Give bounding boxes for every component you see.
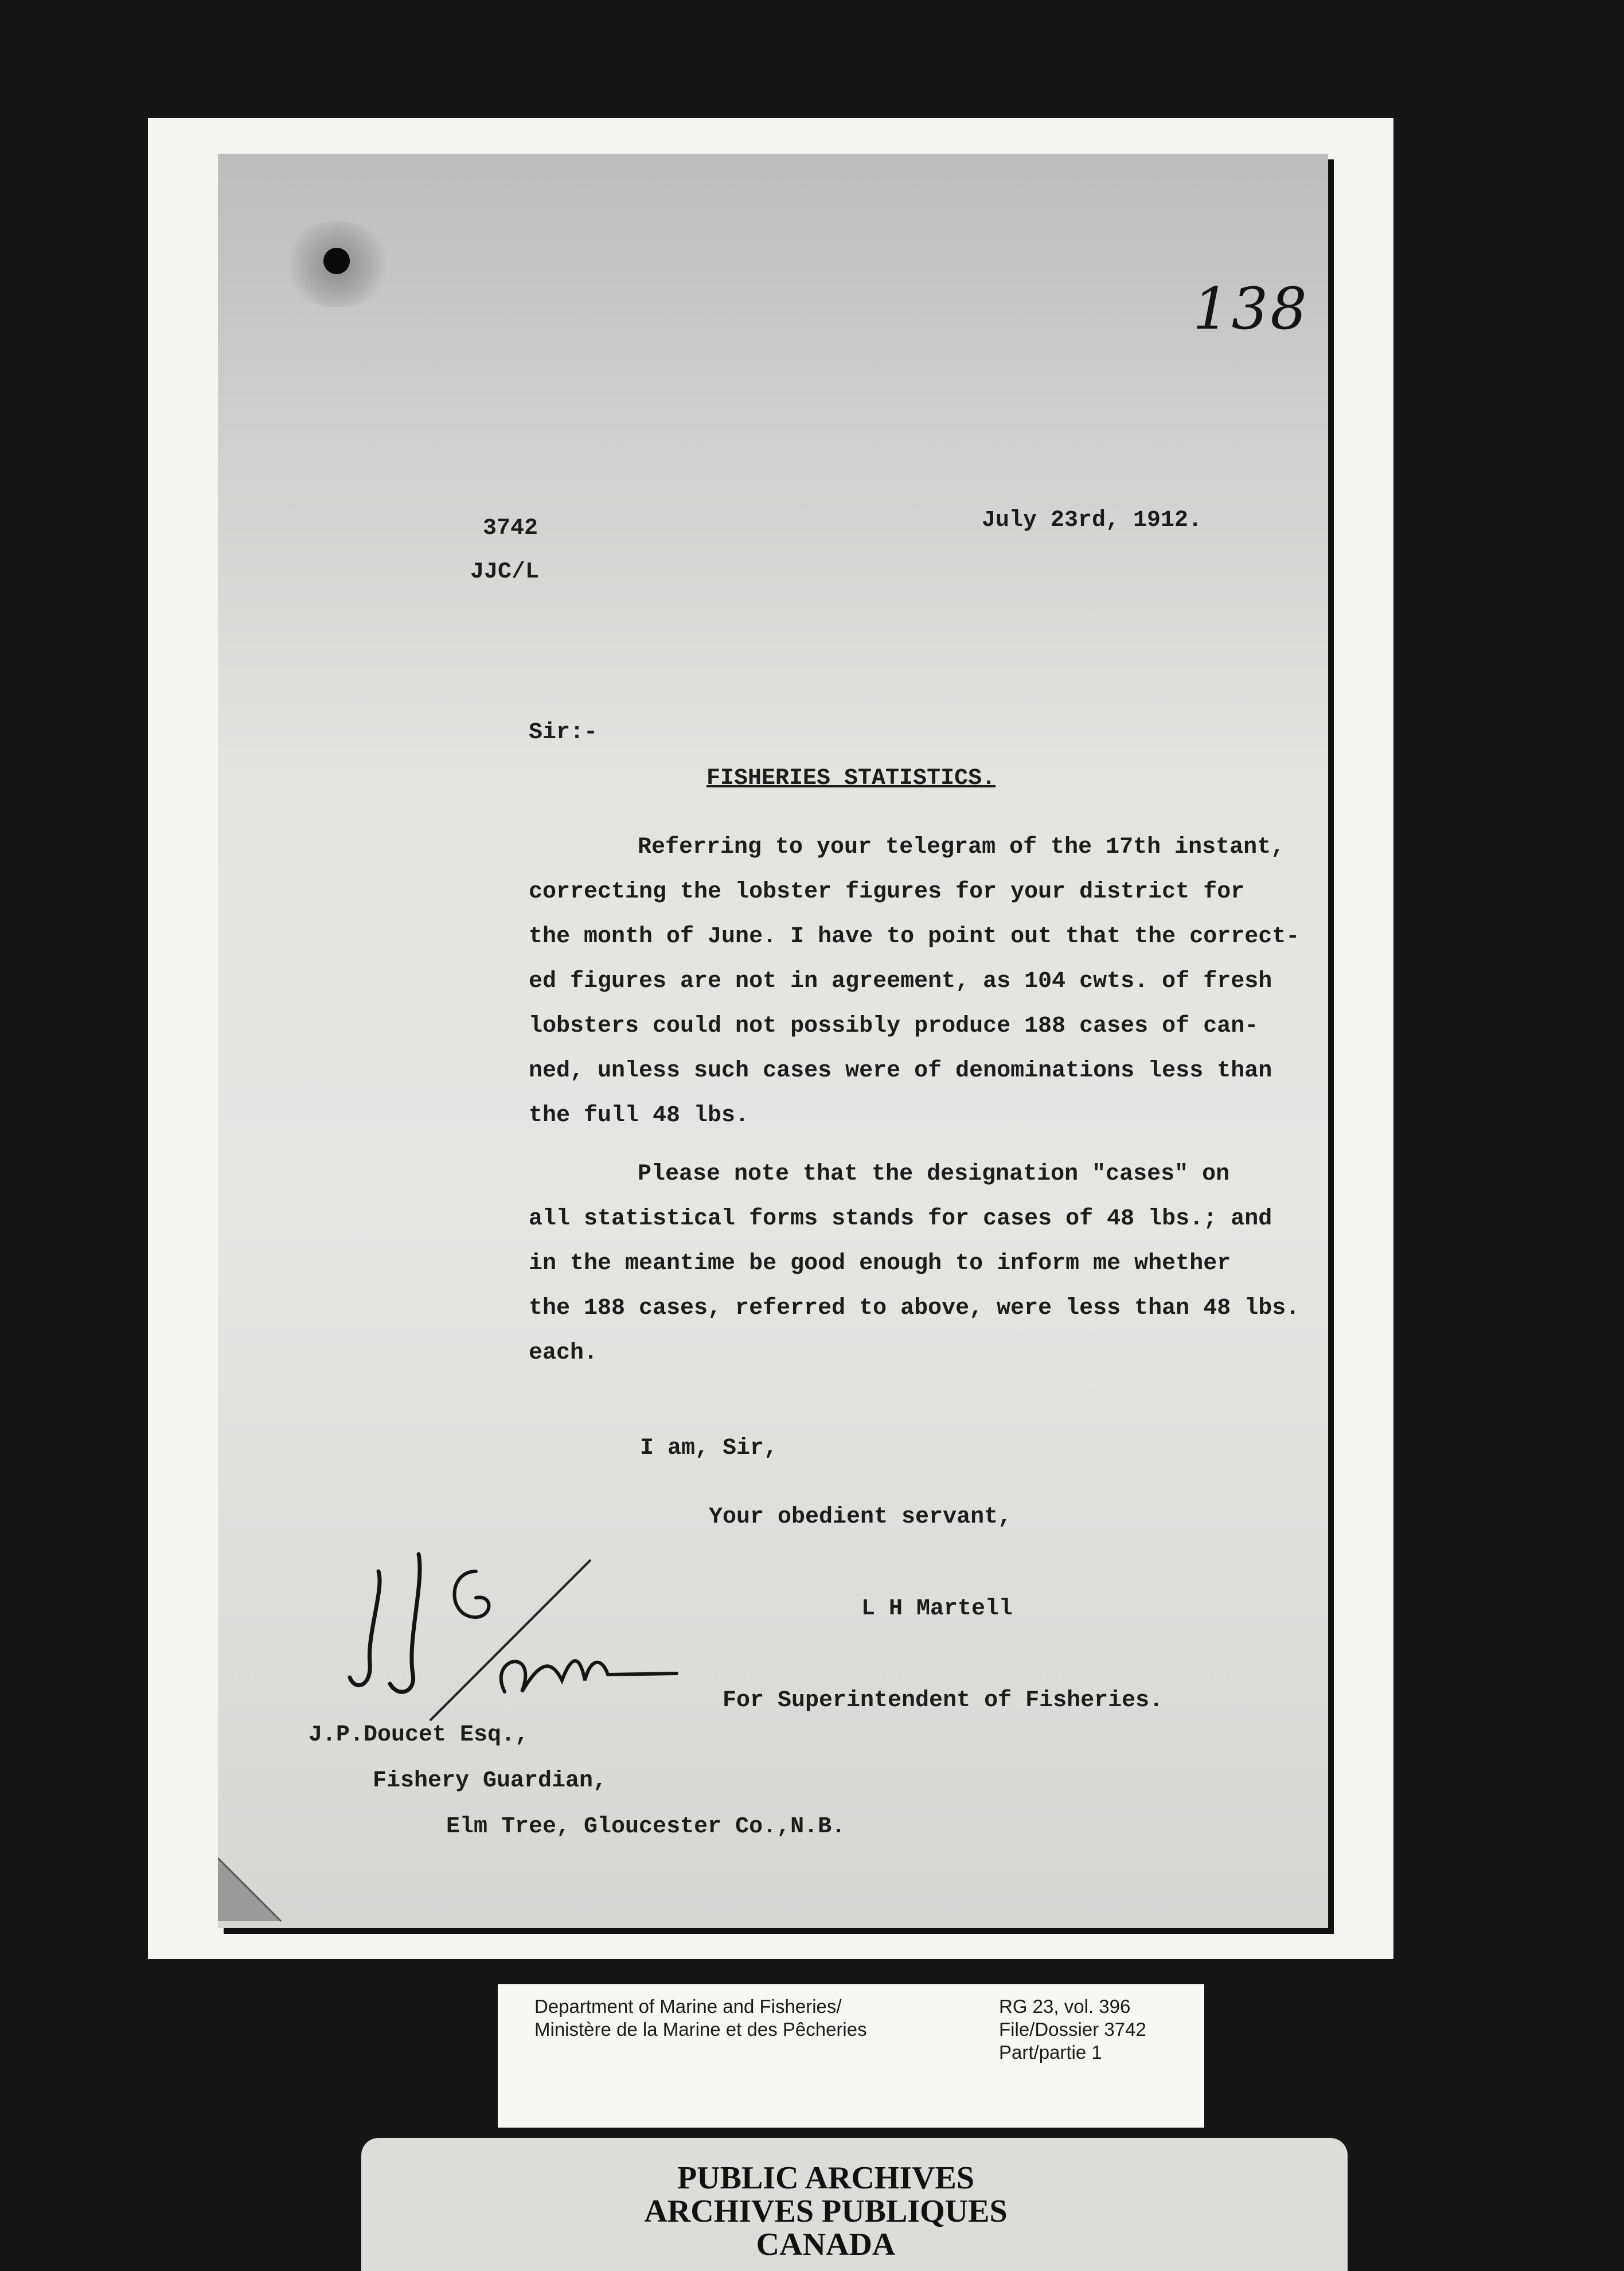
signatory-name: L H Martell [861,1596,1013,1622]
body-line: each. [529,1340,598,1366]
file-number: 3742 [483,516,538,541]
closing: I am, Sir, [640,1435,778,1461]
addressee-name: J.P.Doucet Esq., [309,1722,529,1748]
body-line: Please note that the designation "cases" on [638,1161,1230,1187]
punch-hole [323,248,350,274]
handwritten-initials [344,1548,700,1743]
body-line: lobsters could not possibly produce 188 cases of can- [529,1013,1259,1039]
letter-date: July 23rd, 1912. [982,508,1203,533]
body-line: all statistical forms stands for cases of 48 lbs.; and [529,1206,1272,1232]
folio-number: 138 [1193,275,1309,342]
file-dossier: File/Dossier 3742 [999,2019,1146,2040]
body-line: the full 48 lbs. [529,1103,749,1129]
stamp-line: PUBLIC ARCHIVES [677,2160,975,2196]
stamp-line: CANADA [756,2227,896,2262]
body-line: in the meantime be good enough to inform me whether [529,1251,1231,1277]
salutation: Sir:- [529,720,598,746]
closing-servant: Your obedient servant, [709,1504,1012,1530]
body-line: Referring to your telegram of the 17th instant, [638,834,1285,860]
part-partie: Part/partie 1 [999,2042,1102,2063]
addressee-place: Elm Tree, Gloucester Co.,N.B. [446,1814,846,1840]
body-line: correcting the lobster figures for your district for [529,879,1245,905]
folded-corner [218,1858,287,1927]
department-en: Department of Marine and Fisheries/ [534,1996,842,2017]
signatory-title: For Superintendent of Fisheries. [723,1688,1164,1714]
body-line: ed figures are not in agreement, as 104 cwts. of fresh [529,969,1272,994]
stamp-line: ARCHIVES PUBLIQUES [644,2194,1008,2229]
body-line: ned, unless such cases were of denominations less than [529,1058,1272,1084]
addressee-title: Fishery Guardian, [373,1768,607,1794]
body-line: the 188 cases, referred to above, were less than 48 lbs. [529,1296,1300,1321]
subject-heading: FISHERIES STATISTICS. [706,766,996,791]
archive-label [498,1984,1204,2128]
record-group: RG 23, vol. 396 [999,1996,1131,2017]
department-fr: Ministère de la Marine et des Pêcheries [534,2019,867,2040]
body-line: the month of June. I have to point out that the correct- [529,924,1300,950]
reference-code: JJC/L [470,559,540,585]
